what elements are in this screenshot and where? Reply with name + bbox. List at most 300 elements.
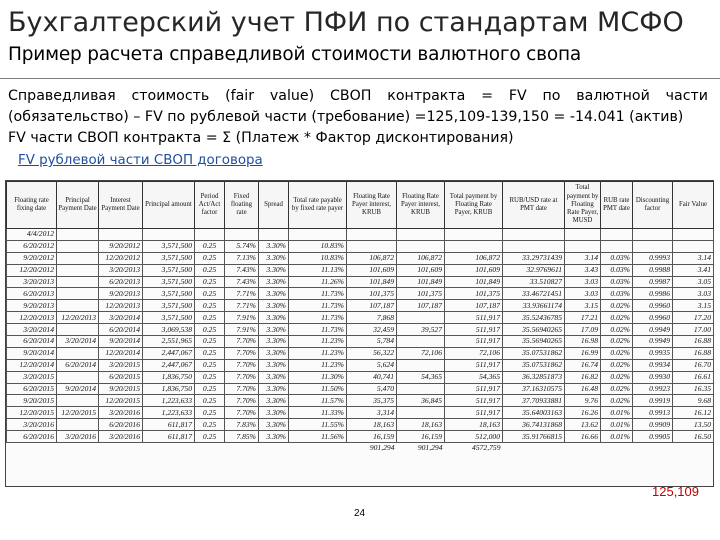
table-cell: 35.64003163: [503, 407, 565, 419]
table-cell: 16.35: [673, 383, 714, 395]
table-cell: 3.03: [565, 288, 601, 300]
column-header: Interest Payment Date: [99, 182, 143, 229]
table-cell: 0.9909: [633, 419, 673, 431]
table-cell: 0.9949: [633, 324, 673, 336]
table-cell: 11.73%: [289, 300, 347, 312]
table-cell: 7.13%: [225, 252, 259, 264]
table-cell: 12/20/2014: [7, 359, 57, 371]
table-cell: 0.9935: [633, 347, 673, 359]
table-cell: 33.29731439: [503, 252, 565, 264]
table-row: [7, 229, 714, 241]
table-cell: 0.02%: [601, 312, 633, 324]
table-cell: 0.9905: [633, 431, 673, 443]
table-cell: 7.70%: [225, 407, 259, 419]
table-cell: [99, 443, 143, 454]
table-cell: 33.510827: [503, 276, 565, 288]
table-total-row: [7, 443, 714, 454]
table-cell: [445, 229, 503, 241]
column-header: Discounting factor: [633, 182, 673, 229]
table-row: [7, 300, 714, 312]
table-cell: 36.74131868: [503, 419, 565, 431]
table-cell: 16.98: [565, 336, 601, 348]
table-cell: 3/20/2013: [7, 276, 57, 288]
table-cell: 32,459: [347, 324, 397, 336]
table-cell: [397, 312, 445, 324]
table-cell: [397, 336, 445, 348]
table-cell: [259, 443, 289, 454]
table-cell: 6/20/2015: [7, 383, 57, 395]
table-cell: 3.30%: [259, 371, 289, 383]
formula-paragraph: [8, 86, 708, 148]
table-cell: [259, 229, 289, 241]
table-cell: [503, 229, 565, 241]
table-cell: 9.68: [673, 395, 714, 407]
table-cell: 5.74%: [225, 240, 259, 252]
table-cell: [445, 240, 503, 252]
table-cell: 7.70%: [225, 383, 259, 395]
table-cell: 12/20/2013: [57, 312, 99, 324]
table-cell: 33.93661174: [503, 300, 565, 312]
table-cell: 18,163: [445, 419, 503, 431]
table-cell: 0.02%: [601, 300, 633, 312]
column-header: Floating rate fixing date: [7, 182, 57, 229]
table-cell: [57, 395, 99, 407]
table-cell: [565, 229, 601, 241]
table-cell: 54,365: [445, 371, 503, 383]
table-cell: 7.91%: [225, 324, 259, 336]
table-cell: 9/20/2013: [7, 300, 57, 312]
table-cell: 9.76: [565, 395, 601, 407]
table-cell: 0.25: [195, 324, 225, 336]
page-number: 24: [354, 508, 366, 519]
table-cell: 56,322: [347, 347, 397, 359]
table-cell: 3.30%: [259, 419, 289, 431]
table-cell: 0.9993: [633, 252, 673, 264]
table-cell: 12/20/2012: [99, 252, 143, 264]
table-cell: 0.25: [195, 300, 225, 312]
table-cell: 3.30%: [259, 431, 289, 443]
table-cell: 16.99: [565, 347, 601, 359]
table-cell: 7.43%: [225, 264, 259, 276]
table-cell: 9/20/2014: [57, 383, 99, 395]
table-header-row: [7, 182, 714, 229]
table-cell: 9/20/2012: [99, 240, 143, 252]
column-header: Principal Payment Date: [57, 182, 99, 229]
column-header: Floating Rate Payer interest, KRUB: [347, 182, 397, 229]
table-cell: 6/20/2014: [99, 324, 143, 336]
table-cell: 1,223,633: [143, 407, 195, 419]
table-cell: [57, 347, 99, 359]
table-row: [7, 288, 714, 300]
table-cell: 11.73%: [289, 288, 347, 300]
table-cell: 106,872: [445, 252, 503, 264]
table-cell: 511,917: [445, 336, 503, 348]
table-cell: 3.30%: [259, 300, 289, 312]
table-cell: 16,159: [397, 431, 445, 443]
table-cell: 3.05: [673, 276, 714, 288]
column-header: Total payment by Floating Rate Payer, MUSD: [565, 182, 601, 229]
table-cell: 12/20/2013: [99, 300, 143, 312]
table-cell: 1,223,633: [143, 395, 195, 407]
table-cell: 3.30%: [259, 240, 289, 252]
table-cell: 0.03%: [601, 252, 633, 264]
table-cell: 18,163: [347, 419, 397, 431]
table-cell: 101,609: [445, 264, 503, 276]
table-cell: 3/20/2016: [57, 431, 99, 443]
table-cell: 33.46721451: [503, 288, 565, 300]
table-cell: 54,365: [397, 371, 445, 383]
table-cell: 3.15: [673, 300, 714, 312]
table-row: [7, 336, 714, 348]
table-cell: 0.25: [195, 252, 225, 264]
table-cell: 106,872: [347, 252, 397, 264]
table-cell: 9/20/2014: [99, 336, 143, 348]
table-cell: 16.82: [565, 371, 601, 383]
table-cell: [565, 443, 601, 454]
table-cell: [397, 229, 445, 241]
table-cell: 101,375: [445, 288, 503, 300]
table-cell: [57, 252, 99, 264]
table-cell: 101,849: [445, 276, 503, 288]
table-cell: 3/20/2016: [99, 407, 143, 419]
column-header: Floating Rate Payer interest, KRUB: [397, 182, 445, 229]
table-cell: 12/20/2014: [99, 347, 143, 359]
table-cell: 10.83%: [289, 240, 347, 252]
fv-result-value: 125,109: [652, 484, 699, 499]
table-cell: 37.16310575: [503, 383, 565, 395]
table-cell: [143, 229, 195, 241]
table-cell: 3.30%: [259, 347, 289, 359]
table-cell: 7.85%: [225, 431, 259, 443]
table-cell: [601, 229, 633, 241]
table-cell: 6/20/2014: [7, 336, 57, 348]
table-cell: [673, 240, 714, 252]
table-cell: 0.25: [195, 395, 225, 407]
table-cell: 101,609: [347, 264, 397, 276]
table-cell: 101,849: [347, 276, 397, 288]
table-cell: 511,917: [445, 383, 503, 395]
table-cell: [397, 407, 445, 419]
table-cell: 37.70933881: [503, 395, 565, 407]
table-cell: 9/20/2015: [7, 395, 57, 407]
table-cell: 3,571,500: [143, 288, 195, 300]
table-cell: 3.14: [565, 252, 601, 264]
table-cell: 9/20/2015: [99, 383, 143, 395]
table-cell: 512,000: [445, 431, 503, 443]
table-row: [7, 431, 714, 443]
table-cell: 0.03%: [601, 264, 633, 276]
table-cell: 0.25: [195, 371, 225, 383]
table-cell: [57, 419, 99, 431]
table-cell: 36,845: [397, 395, 445, 407]
table-row: [7, 240, 714, 252]
table-cell: 0.25: [195, 288, 225, 300]
table-cell: [503, 443, 565, 454]
table-cell: 12/20/2015: [7, 407, 57, 419]
table-cell: 16.88: [673, 347, 714, 359]
table-cell: 1,836,750: [143, 383, 195, 395]
table-cell: [565, 240, 601, 252]
table-cell: [57, 264, 99, 276]
table-cell: 0.9934: [633, 359, 673, 371]
table-cell: 3.41: [673, 264, 714, 276]
table-cell: [673, 443, 714, 454]
table-cell: [99, 229, 143, 241]
table-cell: 0.03%: [601, 288, 633, 300]
fv-ruble-leg-link[interactable]: FV рублевой части СВОП договора: [18, 153, 263, 168]
table-row: [7, 359, 714, 371]
table-cell: 11.50%: [289, 383, 347, 395]
table-row: [7, 312, 714, 324]
table-cell: 35.91766815: [503, 431, 565, 443]
table-cell: 3.30%: [259, 252, 289, 264]
table-cell: 6/20/2012: [7, 240, 57, 252]
table-row: [7, 383, 714, 395]
table-cell: [57, 288, 99, 300]
table-cell: 0.25: [195, 336, 225, 348]
table-cell: 7.91%: [225, 312, 259, 324]
table-cell: 3.03: [565, 276, 601, 288]
table-cell: 11.13%: [289, 264, 347, 276]
table-cell: 106,872: [397, 252, 445, 264]
table-cell: 2,551,965: [143, 336, 195, 348]
table-cell: 3/20/2014: [7, 324, 57, 336]
table-cell: 5,784: [347, 336, 397, 348]
formula-line-1: Справедливая стоимость (fair value) СВОП контракта = FV по валютной части: [8, 88, 708, 104]
table-cell: 35.52436785: [503, 312, 565, 324]
table-cell: [195, 229, 225, 241]
table-cell: 107,187: [397, 300, 445, 312]
table-cell: 3/20/2016: [99, 431, 143, 443]
table-cell: 0.02%: [601, 359, 633, 371]
table-cell: 10.83%: [289, 252, 347, 264]
table-cell: 901,294: [347, 443, 397, 454]
table-cell: 1,836,750: [143, 371, 195, 383]
table-cell: 0.9919: [633, 395, 673, 407]
table-cell: 3,571,500: [143, 300, 195, 312]
table-cell: 7.70%: [225, 395, 259, 407]
table-cell: 6/20/2014: [57, 359, 99, 371]
table-cell: 3.30%: [259, 324, 289, 336]
table-cell: 101,375: [347, 288, 397, 300]
table-cell: 9/20/2012: [7, 252, 57, 264]
table-row: [7, 395, 714, 407]
table-cell: [347, 240, 397, 252]
table-cell: [397, 383, 445, 395]
table-cell: 11.23%: [289, 336, 347, 348]
column-header: RUB rate PMT date: [601, 182, 633, 229]
table-cell: 11.56%: [289, 431, 347, 443]
table-cell: 0.02%: [601, 395, 633, 407]
table-cell: 35.56940265: [503, 336, 565, 348]
table-cell: 16.48: [565, 383, 601, 395]
table-cell: 0.02%: [601, 347, 633, 359]
table-cell: 11.23%: [289, 359, 347, 371]
column-header: Fixed floating rate: [225, 182, 259, 229]
table-cell: 3.30%: [259, 264, 289, 276]
table-cell: 17.21: [565, 312, 601, 324]
table-cell: 6/20/2016: [99, 419, 143, 431]
table-cell: 0.25: [195, 431, 225, 443]
table-cell: 0.25: [195, 312, 225, 324]
table-cell: [633, 229, 673, 241]
table-cell: 0.9986: [633, 288, 673, 300]
table-cell: 511,917: [445, 324, 503, 336]
formula-line-2: (обязательство) – FV по рублевой части (требование) =125,109-139,150 = -14.041 (актив): [8, 108, 684, 125]
table-cell: 0.02%: [601, 336, 633, 348]
table-cell: 13.50: [673, 419, 714, 431]
table-cell: 0.25: [195, 276, 225, 288]
table-cell: 6/20/2013: [7, 288, 57, 300]
table-cell: 11.57%: [289, 395, 347, 407]
table-cell: 11.33%: [289, 407, 347, 419]
table-cell: [633, 443, 673, 454]
table-cell: [57, 276, 99, 288]
column-header: RUB/USD rate at PMT date: [503, 182, 565, 229]
table-cell: 3.30%: [259, 312, 289, 324]
table-cell: 0.02%: [601, 324, 633, 336]
table-cell: [57, 324, 99, 336]
table-cell: 7.71%: [225, 288, 259, 300]
table-cell: [397, 359, 445, 371]
table-cell: 12/20/2015: [57, 407, 99, 419]
table-cell: [673, 229, 714, 241]
table-cell: [57, 229, 99, 241]
table-cell: 511,917: [445, 312, 503, 324]
table-row: [7, 347, 714, 359]
table-cell: 3.03: [673, 288, 714, 300]
table-cell: 6/20/2015: [99, 371, 143, 383]
table-cell: 11.55%: [289, 419, 347, 431]
column-header: Fair Value: [673, 182, 714, 229]
table-cell: 3.30%: [259, 276, 289, 288]
table-cell: [397, 240, 445, 252]
table-row: [7, 276, 714, 288]
table-cell: 0.25: [195, 347, 225, 359]
column-header: Principal amount: [143, 182, 195, 229]
table-cell: 3/20/2015: [99, 359, 143, 371]
table-cell: 6/20/2013: [99, 276, 143, 288]
table-cell: 35.07531862: [503, 347, 565, 359]
table-cell: 7.43%: [225, 276, 259, 288]
table-cell: 0.02%: [601, 371, 633, 383]
table-cell: 0.25: [195, 407, 225, 419]
table-cell: 3.15: [565, 300, 601, 312]
table-cell: 3/20/2015: [7, 371, 57, 383]
table-cell: 11.73%: [289, 324, 347, 336]
table-cell: 0.9960: [633, 312, 673, 324]
table-cell: 12/20/2012: [7, 264, 57, 276]
table-cell: 0.25: [195, 240, 225, 252]
table-cell: 107,187: [445, 300, 503, 312]
table-cell: 3/20/2013: [99, 264, 143, 276]
table-cell: [347, 229, 397, 241]
table-cell: [289, 443, 347, 454]
table-cell: 3/20/2014: [99, 312, 143, 324]
table-cell: 7.70%: [225, 336, 259, 348]
table-cell: 9/20/2014: [7, 347, 57, 359]
table-row: [7, 419, 714, 431]
table-cell: 0.9988: [633, 264, 673, 276]
table-cell: 16.70: [673, 359, 714, 371]
table-cell: 11.73%: [289, 312, 347, 324]
table-cell: 511,917: [445, 395, 503, 407]
table-cell: [57, 371, 99, 383]
table-cell: 3.30%: [259, 288, 289, 300]
table-cell: [7, 443, 57, 454]
table-cell: 5,624: [347, 359, 397, 371]
table-cell: 611,817: [143, 431, 195, 443]
table-cell: 7.70%: [225, 371, 259, 383]
table-cell: 6/20/2016: [7, 431, 57, 443]
table-cell: 7.71%: [225, 300, 259, 312]
table-cell: 3.30%: [259, 336, 289, 348]
table-row: [7, 407, 714, 419]
table-cell: 0.9923: [633, 383, 673, 395]
table-cell: 7.70%: [225, 359, 259, 371]
table-cell: 0.02%: [601, 383, 633, 395]
table-cell: 32.9769611: [503, 264, 565, 276]
table-cell: 17.00: [673, 324, 714, 336]
table-cell: 3/20/2014: [57, 336, 99, 348]
table-row: [7, 371, 714, 383]
table-cell: 13.62: [565, 419, 601, 431]
slide-subtitle: Пример расчета справедливой стоимости валютного свопа: [8, 44, 581, 65]
table-cell: 16,159: [347, 431, 397, 443]
table-cell: [601, 443, 633, 454]
table-cell: 3,571,500: [143, 240, 195, 252]
table-row: [7, 324, 714, 336]
table-cell: [57, 443, 99, 454]
table-cell: [503, 240, 565, 252]
slide-title: Бухгалтерский учет ПФИ по стандартам МСФО: [8, 7, 684, 38]
table-cell: 35.56940265: [503, 324, 565, 336]
table-cell: 9/20/2013: [99, 288, 143, 300]
table-cell: [633, 240, 673, 252]
table-row: [7, 252, 714, 264]
table-cell: [57, 300, 99, 312]
table-cell: 0.25: [195, 359, 225, 371]
column-header: Period Act/Act factor: [195, 182, 225, 229]
schedule-grid: [6, 181, 714, 454]
table-cell: 16.88: [673, 336, 714, 348]
table-cell: 0.9913: [633, 407, 673, 419]
table-cell: 2,447,067: [143, 359, 195, 371]
table-cell: 72,106: [445, 347, 503, 359]
table-cell: 101,849: [397, 276, 445, 288]
table-cell: 7,868: [347, 312, 397, 324]
table-cell: 3,069,538: [143, 324, 195, 336]
table-cell: 2,447,067: [143, 347, 195, 359]
table-cell: 101,609: [397, 264, 445, 276]
table-cell: 12/20/2013: [7, 312, 57, 324]
table-cell: 16.26: [565, 407, 601, 419]
swap-schedule-table: [5, 180, 714, 487]
table-cell: 72,106: [397, 347, 445, 359]
table-cell: 107,187: [347, 300, 397, 312]
table-cell: 0.01%: [601, 431, 633, 443]
table-cell: 16.12: [673, 407, 714, 419]
table-cell: 17.20: [673, 312, 714, 324]
table-cell: 40,741: [347, 371, 397, 383]
table-cell: 35.07531862: [503, 359, 565, 371]
table-cell: 3.14: [673, 252, 714, 264]
table-cell: 39,527: [397, 324, 445, 336]
table-cell: 12/20/2015: [99, 395, 143, 407]
table-cell: 0.9930: [633, 371, 673, 383]
table-cell: 511,917: [445, 407, 503, 419]
table-cell: 18,163: [397, 419, 445, 431]
